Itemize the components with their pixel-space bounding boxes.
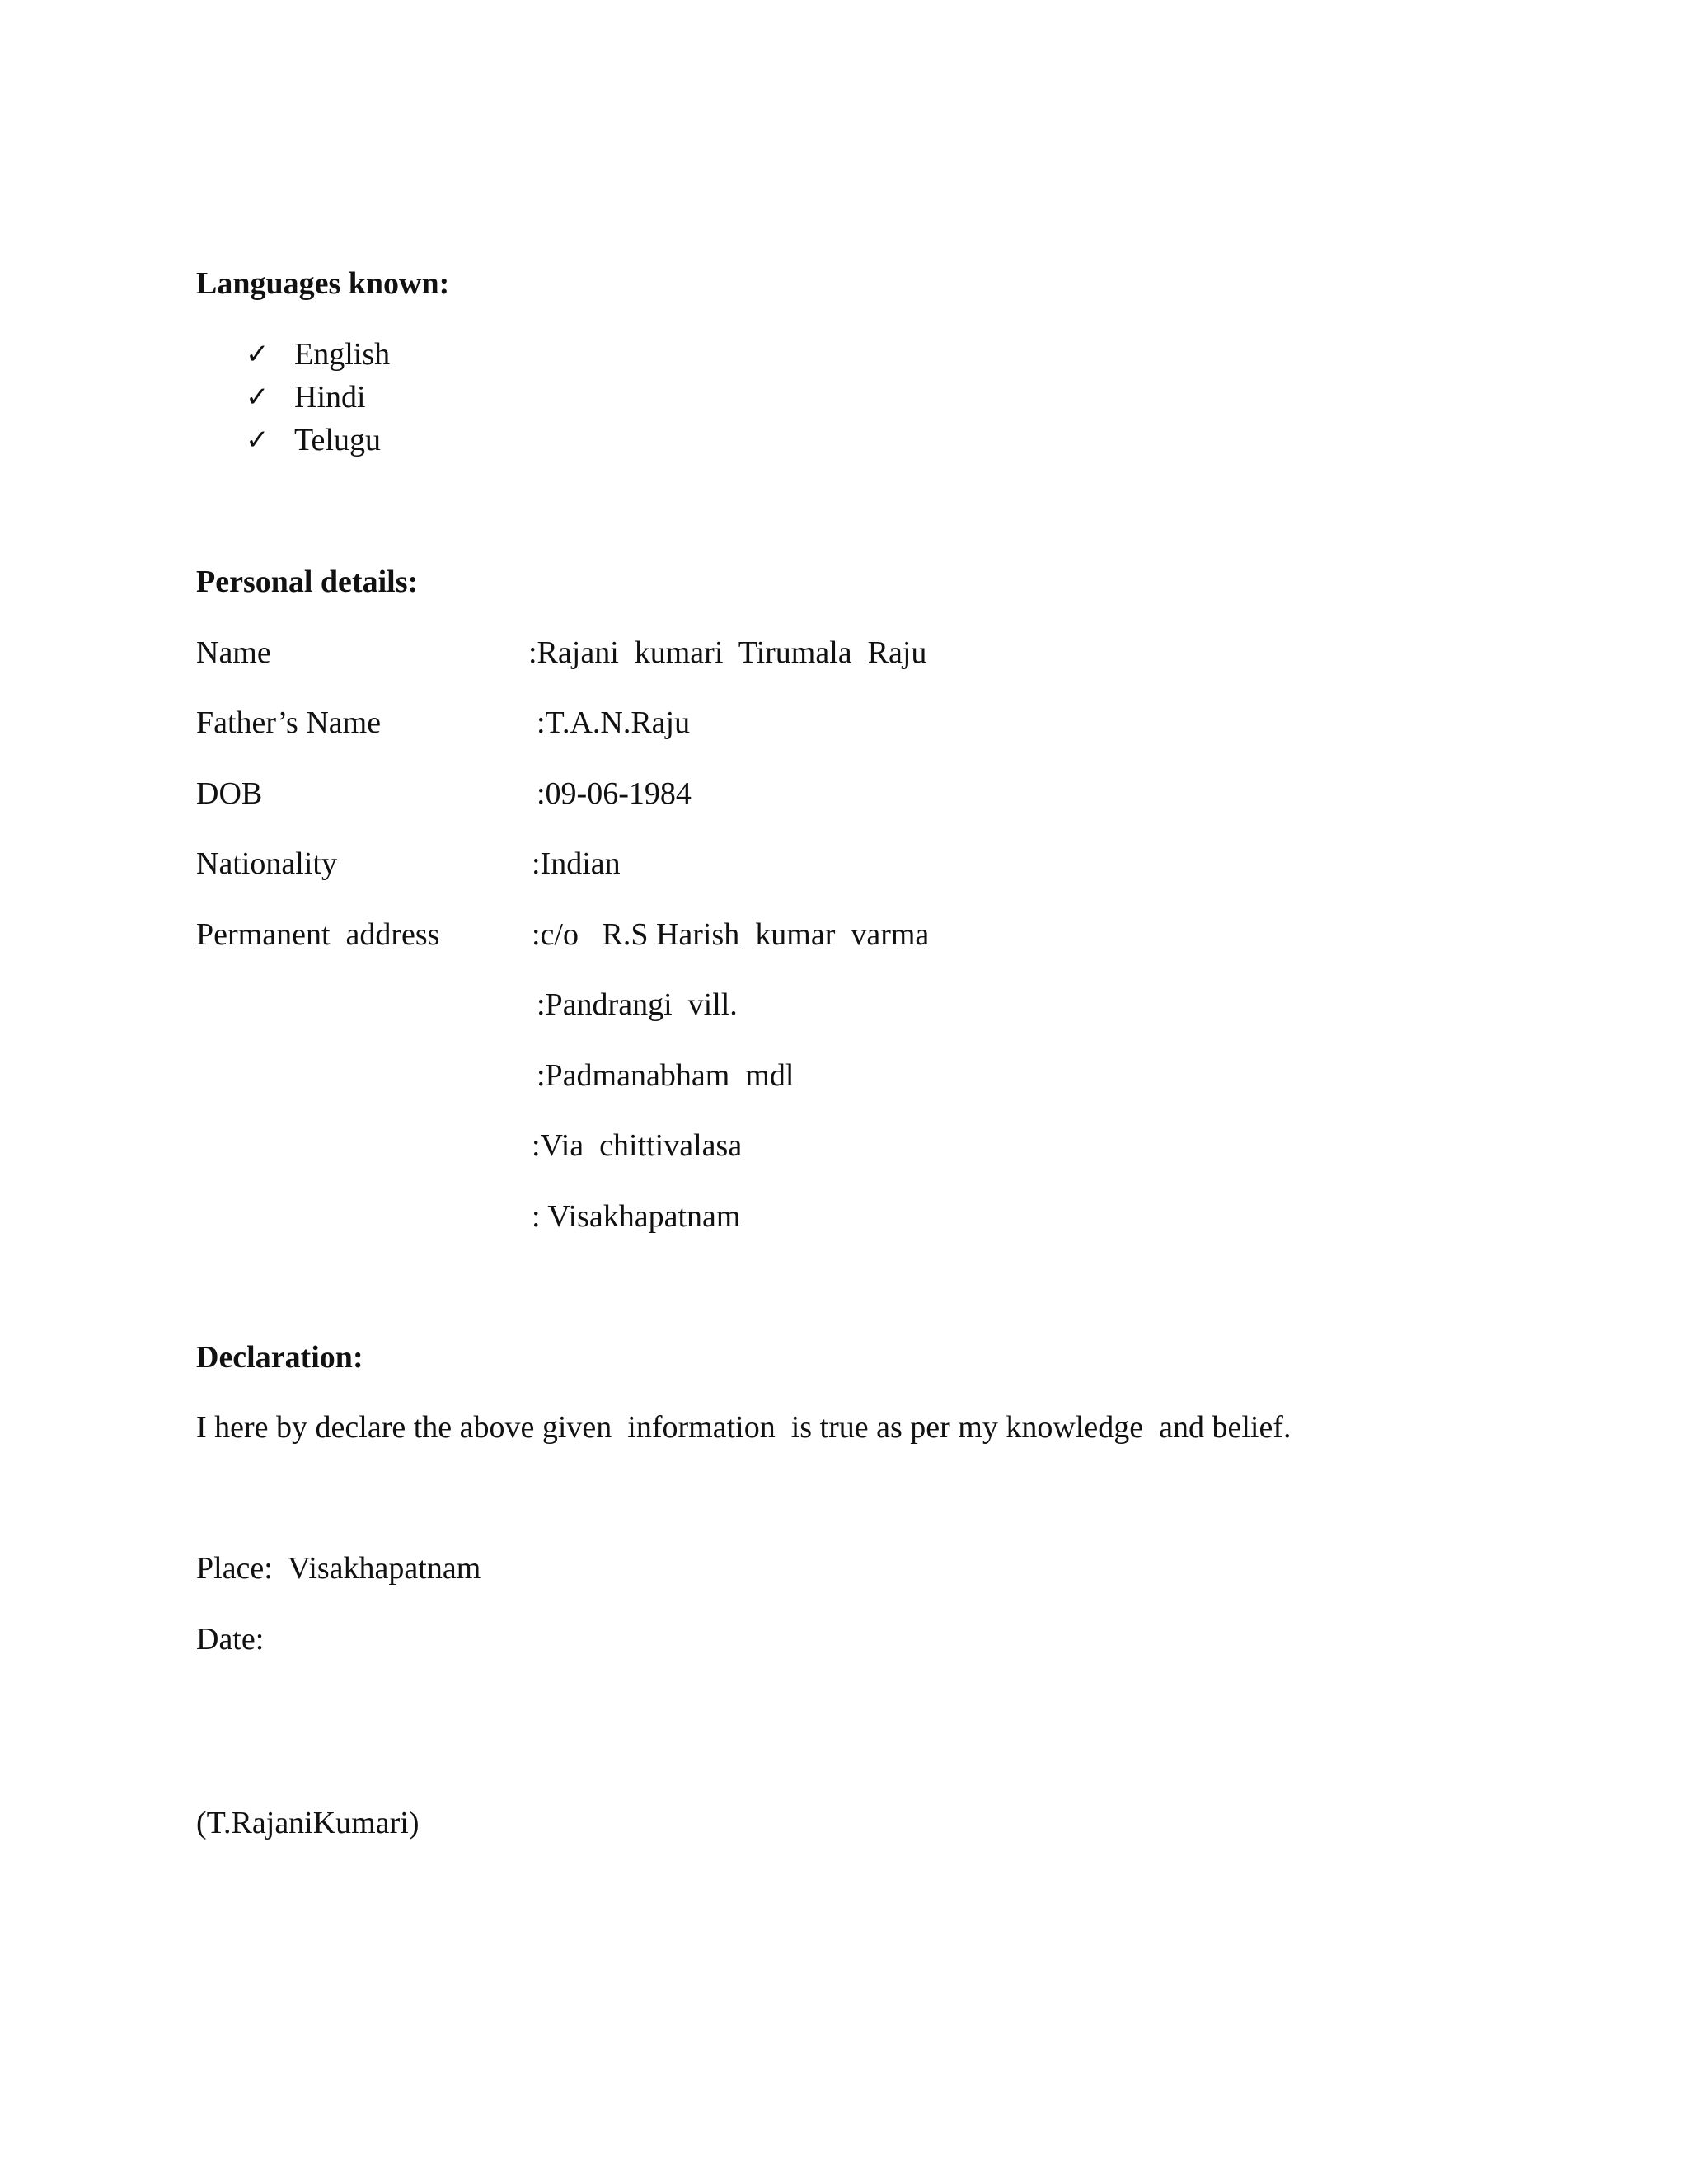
address-line: :c/o R.S Harish kumar varma xyxy=(532,917,930,952)
check-icon: ✓ xyxy=(246,424,270,457)
name-value: :Rajani kumari Tirumala Raju xyxy=(528,635,927,670)
address-line: : Visakhapatnam xyxy=(532,1199,741,1234)
address-line: :Pandrangi vill. xyxy=(537,987,738,1022)
permanent-address-label: Permanent address xyxy=(196,917,440,952)
dob-value: :09-06-1984 xyxy=(537,776,692,811)
date-line: Date: xyxy=(196,1622,265,1657)
language-item: English xyxy=(294,337,391,372)
dob-label: DOB xyxy=(196,776,263,811)
address-line: :Via chittivalasa xyxy=(532,1128,743,1163)
check-icon: ✓ xyxy=(246,381,270,414)
declaration-heading: Declaration: xyxy=(196,1340,363,1375)
name-label: Name xyxy=(196,635,271,670)
address-line: :Padmanabham mdl xyxy=(537,1058,795,1093)
nationality-value: :Indian xyxy=(532,846,621,881)
check-icon: ✓ xyxy=(246,338,270,371)
father-name-label: Father’s Name xyxy=(196,705,382,740)
languages-heading: Languages known: xyxy=(196,266,450,301)
place-line: Place: Visakhapatnam xyxy=(196,1551,481,1586)
father-name-value: :T.A.N.Raju xyxy=(537,705,691,740)
language-item: Hindi xyxy=(294,380,366,415)
nationality-label: Nationality xyxy=(196,846,337,881)
personal-details-heading: Personal details: xyxy=(196,565,419,599)
declaration-text: I here by declare the above given information is true as per my knowledge and belief. xyxy=(196,1410,1292,1445)
language-item: Telugu xyxy=(294,423,381,457)
signature-name: (T.RajaniKumari) xyxy=(196,1806,420,1840)
